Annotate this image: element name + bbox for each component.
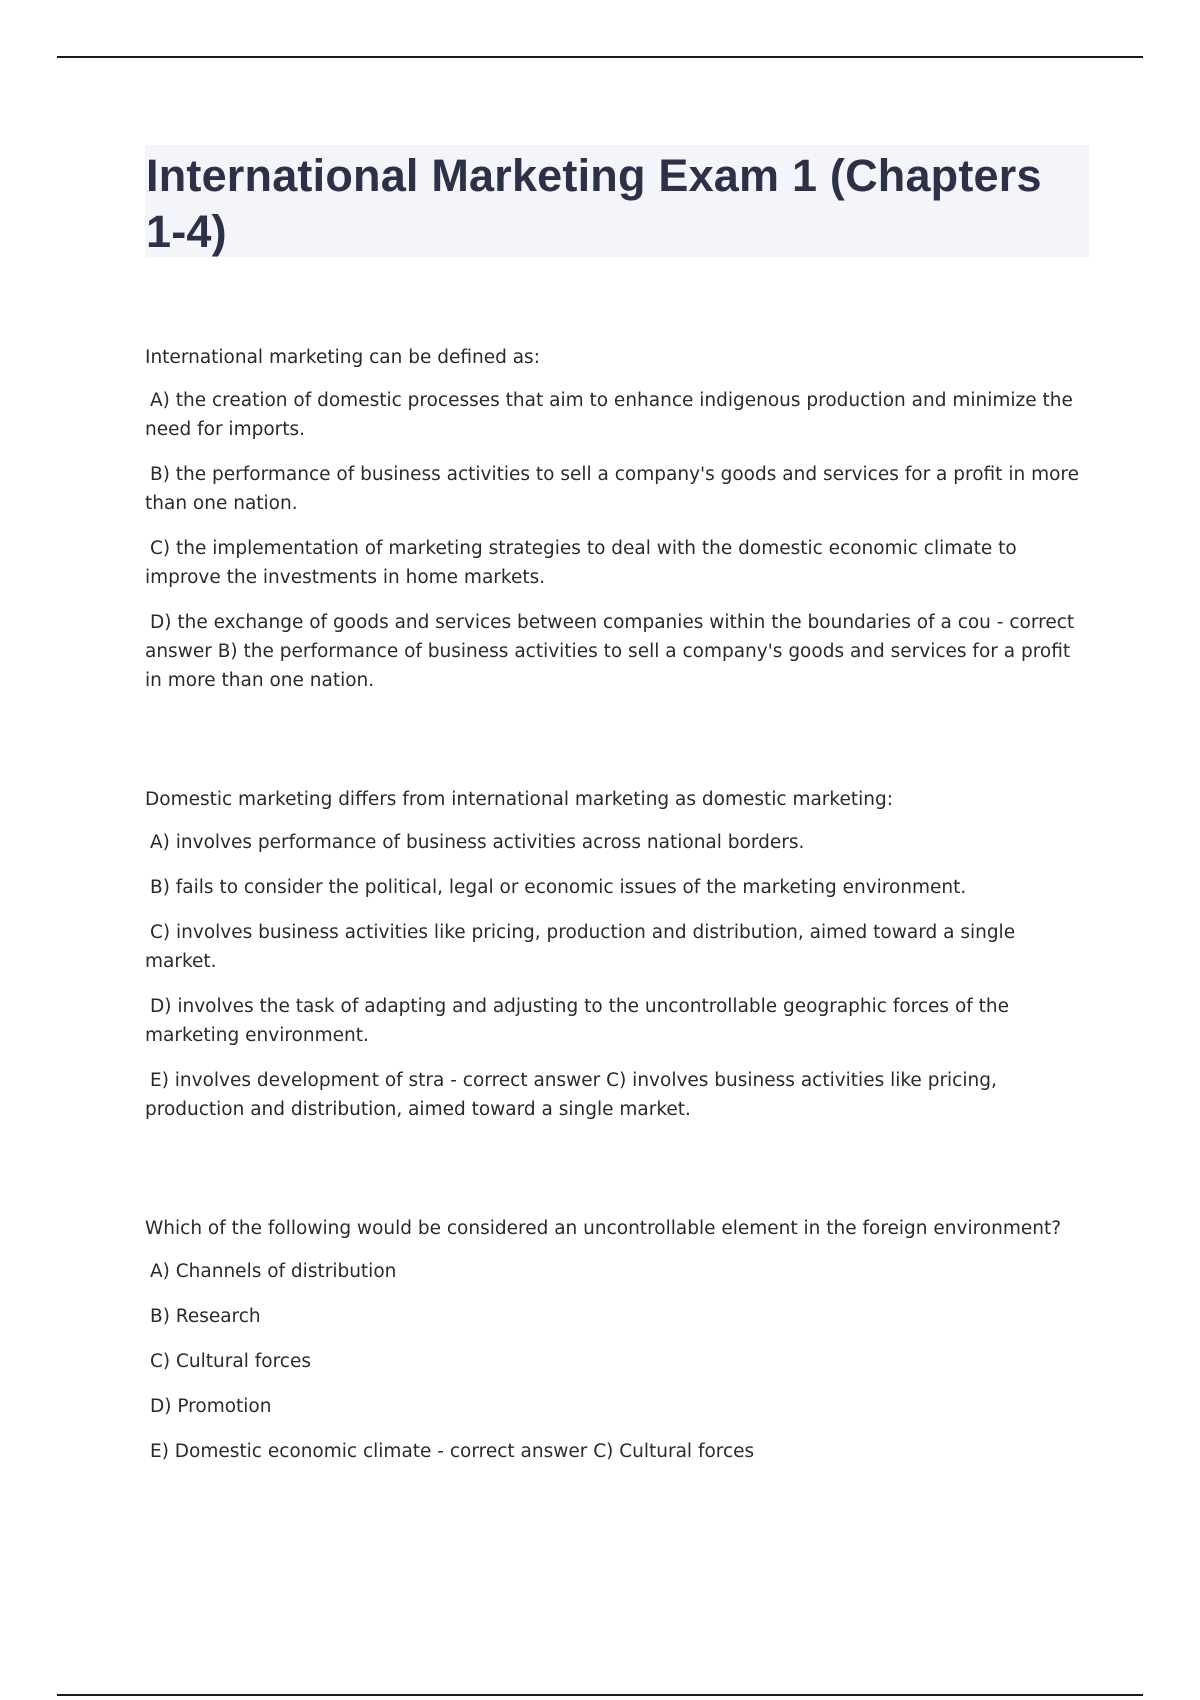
answer-option: D) Promotion: [150, 1396, 272, 1417]
question-prompt: Which of the following would be considered an uncontrollable element in the foreign environment?: [145, 1218, 1062, 1239]
answer-option: B) the performance of business activities to sell a company's goods and services for a profit in more than one nation.: [145, 464, 1079, 514]
answer-option: A) involves performance of business activities across national borders.: [150, 832, 805, 853]
answer-option: C) involves business activities like pricing, production and distribution, aimed toward a single market.: [145, 922, 1016, 972]
question-list: [145, 343, 1090, 1466]
answer-option: C) Cultural forces: [150, 1351, 311, 1372]
bottom-rule: [57, 1694, 1143, 1696]
question-prompt: International marketing can be defined as:: [145, 347, 540, 368]
question-prompt: Domestic marketing differs from international marketing as domestic marketing:: [145, 789, 893, 810]
answer-option: E) involves development of stra - correct answer C) involves business activities like pricing, production and distribution, aimed toward a single market.: [145, 1070, 997, 1120]
question-2: [145, 785, 1090, 1124]
answer-option: D) the exchange of goods and services between companies within the boundaries of a cou - correct answer B) the performance of business activities to sell a company's goods and services for a profit in more than one nation.: [145, 612, 1075, 691]
answer-option: A) Channels of distribution: [150, 1261, 397, 1282]
question-3: [145, 1214, 1090, 1466]
answer-option: A) the creation of domestic processes that aim to enhance indigenous production and minimize the need for imports.: [145, 390, 1073, 440]
answer-option: C) the implementation of marketing strategies to deal with the domestic economic climate to improve the investments in home markets.: [145, 538, 1017, 588]
answer-option: E) Domestic economic climate - correct answer C) Cultural forces: [150, 1441, 755, 1462]
answer-option: D) involves the task of adapting and adjusting to the uncontrollable geographic forces of the marketing environment.: [145, 996, 1010, 1046]
question-1: [145, 343, 1090, 695]
document-title: International Marketing Exam 1 (Chapters 1-4): [146, 150, 1042, 257]
answer-option: B) Research: [150, 1306, 261, 1327]
top-rule: [57, 56, 1143, 58]
answer-option: B) fails to consider the political, legal or economic issues of the marketing environment.: [150, 877, 967, 898]
